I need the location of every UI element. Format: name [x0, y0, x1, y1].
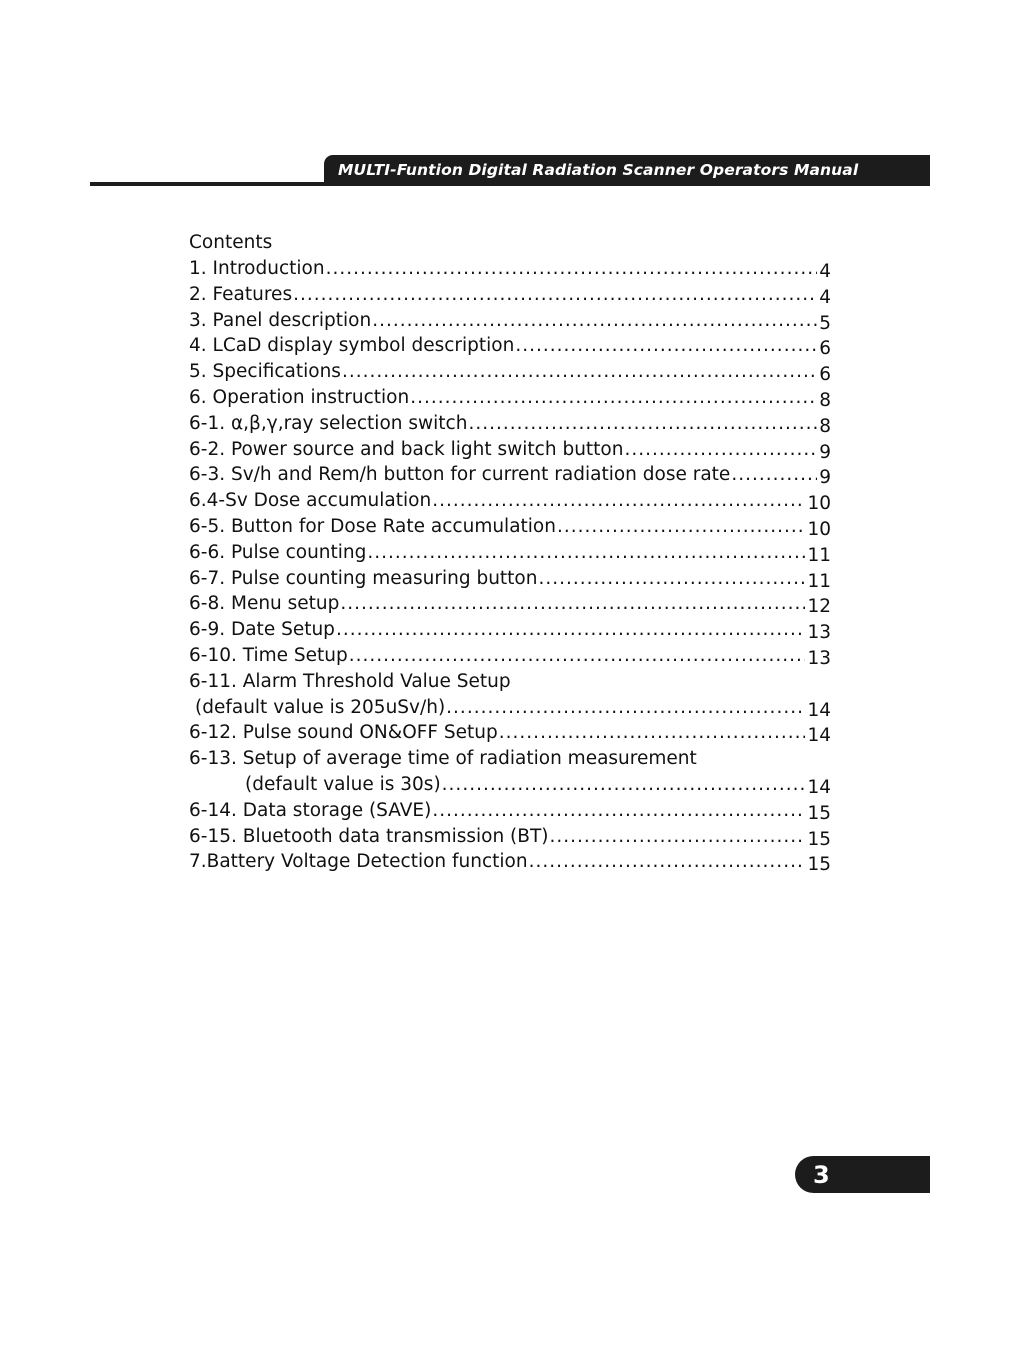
- dot-leader: [349, 643, 806, 669]
- dot-leader: [549, 824, 805, 850]
- toc-entry-text: 2. Features: [189, 283, 293, 305]
- toc-entry-dose-accumulation: [189, 488, 831, 514]
- toc-entry-text: 6-8. Menu setup: [189, 593, 340, 615]
- toc-entry-pulse-button: [189, 566, 831, 592]
- toc-entry-page: 14: [807, 776, 831, 798]
- toc-entry-dose-rate-accumulation: [189, 514, 831, 540]
- toc-entry-page: 4: [819, 261, 831, 282]
- dot-leader: [293, 282, 817, 308]
- toc-entry-page: 11: [807, 544, 831, 566]
- toc-entry-power-backlight: [189, 437, 831, 463]
- toc-entry-text: 6-7. Pulse counting measuring button: [189, 567, 538, 589]
- toc-entry-page: 14: [807, 725, 831, 747]
- toc-entry-text: 1. Introduction: [189, 258, 325, 279]
- toc-entry-specifications: [189, 359, 831, 385]
- toc-entry-page: 15: [807, 828, 831, 850]
- toc-list: [189, 256, 831, 875]
- dot-leader: [529, 849, 806, 875]
- toc-entry-battery-voltage: [189, 849, 831, 875]
- toc-entry-text: 6-1. α,β,γ,ray selection switch: [189, 412, 468, 434]
- toc-entry-page: 8: [819, 389, 831, 411]
- toc-entry-text: 4. LCaD display symbol description: [189, 335, 515, 357]
- toc-entry-page: 15: [807, 854, 831, 876]
- toc-entry-text: 6-2. Power source and back light switch button: [189, 438, 624, 460]
- toc-entry-menu-setup: [189, 591, 831, 617]
- toc-entry-text: 3. Panel description: [189, 309, 372, 331]
- table-of-contents: [189, 230, 831, 875]
- toc-entry-page: 4: [819, 286, 831, 308]
- toc-entry-lcd-symbols: [189, 333, 831, 359]
- toc-entry-ray-selection: [189, 411, 831, 437]
- toc-entry-operation-instruction: [189, 385, 831, 411]
- toc-entry-text: 6-15. Bluetooth data transmission (BT): [189, 825, 549, 847]
- dot-leader: [432, 798, 805, 824]
- toc-entry-page: 6: [819, 338, 831, 360]
- toc-entry-page: 12: [807, 596, 831, 618]
- dot-leader: [432, 488, 805, 514]
- toc-entry-page: 10: [807, 518, 831, 540]
- dot-leader: [515, 333, 817, 359]
- dot-leader: [326, 256, 817, 282]
- dot-leader: [468, 411, 817, 437]
- header-title: MULTI-Funtion Digital Radiation Scanner Operators Manual: [338, 161, 859, 179]
- toc-entry-text: 6-3. Sv/h and Rem/h button for current radiation dose rate: [189, 464, 731, 486]
- dot-leader: [372, 308, 817, 334]
- toc-entry-page: 11: [807, 570, 831, 592]
- toc-entry-page: 6: [819, 364, 831, 386]
- toc-entry-text: 6-13. Setup of average time of radiation measurement: [189, 748, 697, 770]
- toc-entry-dose-rate-button: [189, 462, 831, 488]
- page-number: 3: [813, 1161, 830, 1189]
- toc-entry-page: 9: [819, 441, 831, 463]
- toc-entry-text: (default value is 205uSv/h): [195, 696, 446, 718]
- toc-entry-text: 6-12. Pulse sound ON&OFF Setup: [189, 722, 498, 744]
- dot-leader: [442, 772, 806, 798]
- toc-entry-text: 5. Specifications: [189, 361, 341, 383]
- dot-leader: [336, 617, 806, 643]
- toc-entry-text: 6-9. Date Setup: [189, 619, 335, 641]
- dot-leader: [557, 514, 805, 540]
- toc-entry-average-default: [189, 772, 831, 798]
- toc-entry-text: 6-14. Data storage (SAVE): [189, 799, 432, 821]
- toc-entry-features: [189, 282, 831, 308]
- contents-heading: Contents: [189, 232, 273, 253]
- toc-entry-page: 9: [819, 467, 831, 489]
- toc-entry-panel-description: [189, 308, 831, 334]
- toc-entry-page: 14: [807, 699, 831, 721]
- toc-entry-pulse-sound: [189, 720, 831, 746]
- toc-entry-page: 5: [819, 312, 831, 334]
- toc-entry-text: 6. Operation instruction: [189, 386, 410, 408]
- toc-entry-introduction: [189, 256, 831, 282]
- dot-leader: [499, 720, 806, 746]
- toc-entry-alarm-default: [189, 695, 831, 721]
- toc-entry-date-setup: [189, 617, 831, 643]
- toc-entry-page: 15: [807, 802, 831, 824]
- dot-leader: [367, 540, 805, 566]
- toc-entry-data-storage: [189, 798, 831, 824]
- toc-entry-text: 6-5. Button for Dose Rate accumulation: [189, 515, 556, 537]
- toc-entry-page: 13: [807, 647, 831, 669]
- dot-leader: [538, 566, 805, 592]
- toc-entry-text: (default value is 30s): [245, 773, 441, 795]
- dot-leader: [446, 695, 805, 721]
- dot-leader: [624, 437, 817, 463]
- dot-leader: [731, 462, 817, 488]
- toc-entry-average-time: [189, 746, 831, 772]
- dot-leader: [342, 359, 817, 385]
- toc-entry-text: 6-11. Alarm Threshold Value Setup: [189, 670, 511, 692]
- toc-entry-page: 10: [807, 493, 831, 515]
- toc-entry-text: 6-6. Pulse counting: [189, 541, 367, 563]
- toc-entry-bluetooth: [189, 824, 831, 850]
- toc-entry-text: 6-10. Time Setup: [189, 644, 348, 666]
- toc-entry-page: 8: [819, 415, 831, 437]
- toc-entry-page: 13: [807, 622, 831, 644]
- toc-entry-time-setup: [189, 643, 831, 669]
- toc-entry-alarm-threshold: [189, 669, 831, 695]
- dot-leader: [410, 385, 817, 411]
- toc-entry-text: 7.Battery Voltage Detection function: [189, 851, 528, 873]
- toc-entry-pulse-counting: [189, 540, 831, 566]
- dot-leader: [340, 591, 805, 617]
- toc-entry-text: 6.4-Sv Dose accumulation: [189, 490, 432, 512]
